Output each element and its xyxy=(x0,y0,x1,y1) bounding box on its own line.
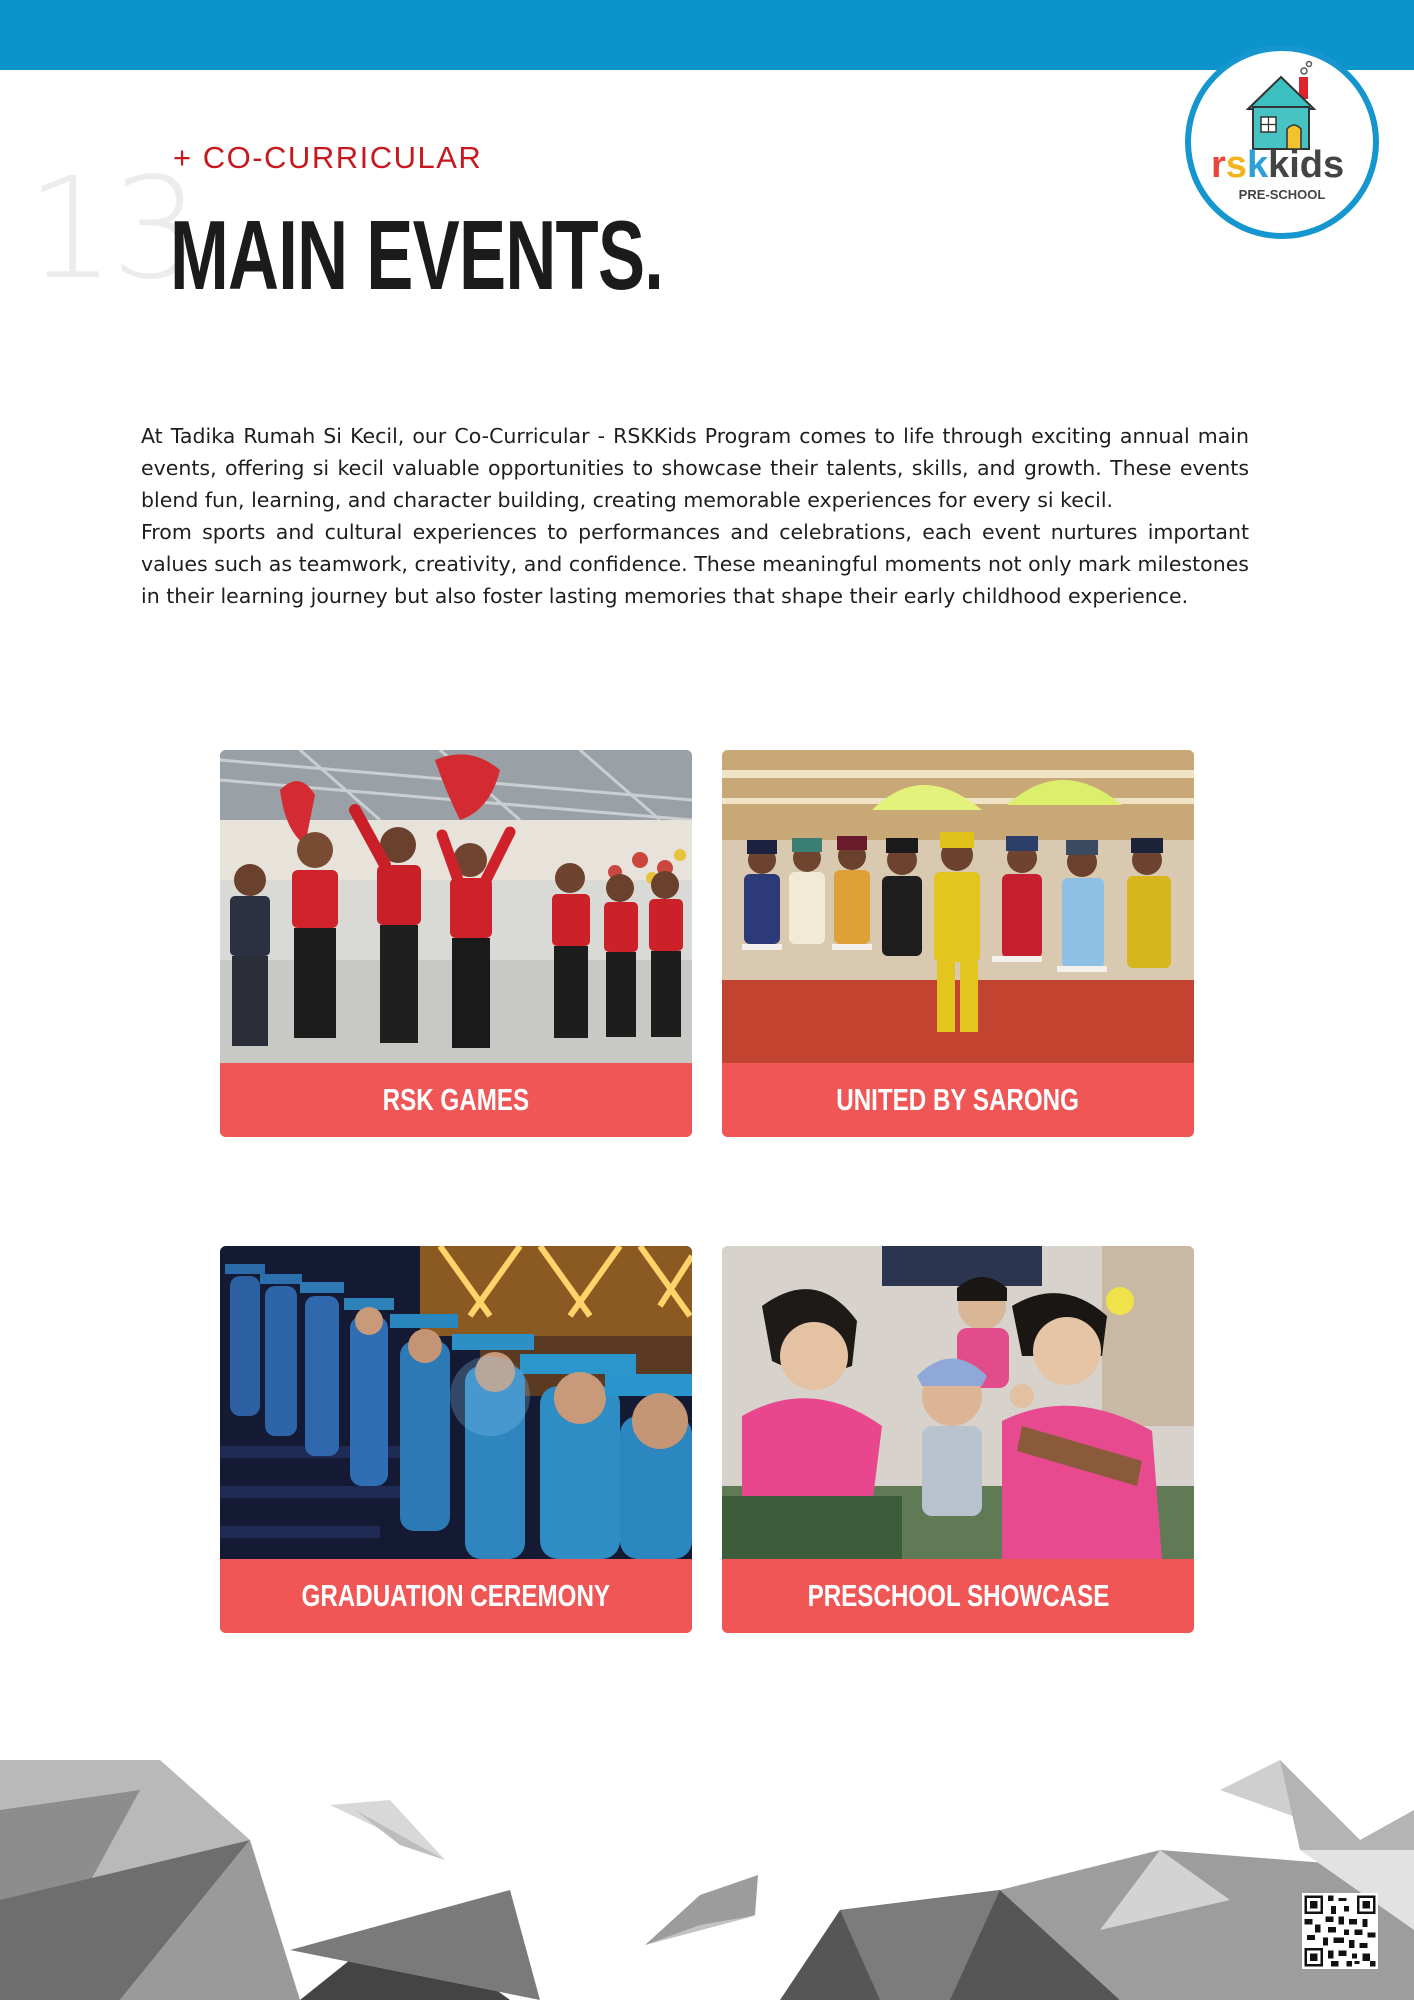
event-card-preschool-showcase xyxy=(722,1246,1194,1633)
event-card-graduation-ceremony xyxy=(220,1246,692,1633)
event-caption-bar xyxy=(722,1063,1194,1137)
logo-letters-kids: kids xyxy=(1268,144,1345,186)
event-card-rsk-games xyxy=(220,750,692,1137)
event-caption: RSK GAMES xyxy=(382,1082,530,1117)
photo-rsk-games xyxy=(220,750,692,1063)
intro-text xyxy=(141,420,1249,612)
section-kicker: + CO-CURRICULAR xyxy=(173,140,483,175)
event-caption-bar xyxy=(220,1559,692,1633)
page-number: 13 xyxy=(26,148,197,311)
house-logo-icon xyxy=(1191,51,1373,233)
event-card-united-by-sarong xyxy=(722,750,1194,1137)
photo-graduation-ceremony xyxy=(220,1246,692,1559)
photo-united-by-sarong xyxy=(722,750,1194,1063)
logo-tagline: PRE-SCHOOL xyxy=(1238,187,1326,202)
event-caption: GRADUATION CEREMONY xyxy=(301,1578,611,1613)
svg-text:rskkids xyxy=(1211,144,1344,186)
event-caption: UNITED BY SARONG xyxy=(836,1082,1080,1117)
logo-letter-k: k xyxy=(1246,144,1269,186)
decorative-polygons xyxy=(0,1750,1414,2000)
intro-paragraph-1: At Tadika Rumah Si Kecil, our Co-Curricular - RSKKids Program comes to life through exciting annual main events, offering si kecil valuable opportunities to showcase their talents, skills, and growth. These events blend fun, learning, and character building, creating memorable experiences for every si kecil. xyxy=(141,424,1249,512)
logo-letter-r: r xyxy=(1211,144,1226,186)
event-caption-bar xyxy=(722,1559,1194,1633)
logo-letter-s: s xyxy=(1225,144,1247,186)
event-caption-bar xyxy=(220,1063,692,1137)
photo-preschool-showcase xyxy=(722,1246,1194,1559)
page-title: MAIN EVENTS. xyxy=(170,200,664,310)
rskkids-logo xyxy=(1185,45,1379,239)
event-caption: PRESCHOOL SHOWCASE xyxy=(807,1578,1109,1613)
qr-code-icon xyxy=(1302,1893,1378,1969)
intro-paragraph-2: From sports and cultural experiences to performances and celebrations, each event nurtures important values such as teamwork, creativity, and confidence. These meaningful moments not only mark milestones in their learning journey but also foster lasting memories that shape their early childhood experience. xyxy=(141,520,1249,608)
